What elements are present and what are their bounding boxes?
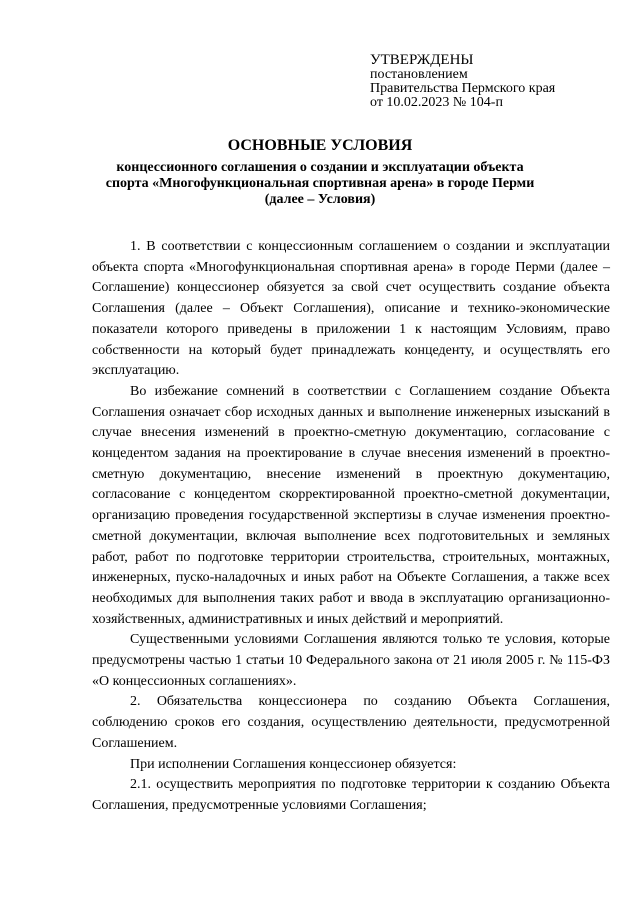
approval-line-1: постановлением: [370, 67, 468, 82]
paragraph-4: 2. Обязательства концессионера по созданию Объекта Соглашения, соблюдению сроков его создания, осуществлению деятельности, предусмотренной Соглашением.: [92, 694, 610, 751]
document-subtitle-line-2: спорта «Многофункциональная спортивная арена» в городе Перми: [105, 176, 535, 191]
approval-stamp: [370, 52, 630, 110]
paragraph-2: Во избежание сомнений в соответствии с Соглашением создание Объекта Соглашения означает сбор исходных данных и выполнение инженерных изысканий в случае внесения изменений в проектно-сметную документацию, согласование с концедентом задания на проектирование в случае внесения изменений в проектно-сметную документацию, внесение изменений в проектную документацию, согласование с концедентом скорректированной проектно-сметной документации, организацию проведения государственной экспертизы в случае изменения проектно-сметной документации, включая выполнение всех подготовительных и земляных работ, работ по подготовке территории строительства, строительных, монтажных, инженерных, пуско-наладочных и иных работ на Объекте Соглашения, а также всех необходимых для выполнения таких работ и ввода в эксплуатацию организационно-хозяйственных, административных и иных действий и мероприятий.: [92, 383, 610, 627]
document-title: ОСНОВНЫЕ УСЛОВИЯ: [227, 137, 413, 154]
paragraph-6: 2.1. осуществить мероприятия по подготовке территории к созданию Объекта Соглашения, предусмотренные условиями Соглашения;: [92, 777, 610, 813]
approval-line-3: от 10.02.2023 № 104-п: [370, 95, 503, 110]
document-body: [92, 237, 610, 817]
approval-line-2: Правительства Пермского края: [370, 81, 556, 96]
paragraph-3: Существенными условиями Соглашения являются только те условия, которые предусмотрены частью 1 статьи 10 Федерального закона от 21 июля 2005 г. № 115-ФЗ «О концессионных соглашениях».: [92, 632, 610, 689]
approval-heading: УТВЕРЖДЕНЫ: [370, 52, 474, 68]
document-subtitle-line-1: концессионного соглашения о создании и эксплуатации объекта: [116, 160, 524, 175]
document-subtitle-line-3: (далее – Условия): [264, 192, 376, 207]
document-title-block: [60, 136, 580, 208]
paragraph-5: При исполнении Соглашения концессионер обязуется:: [130, 756, 457, 772]
paragraph-1: 1. В соответствии с концессионным соглашением о создании и эксплуатации объекта спорта «Многофункциональная спортивная арена» в городе Перми (далее – Соглашение) концессионер обязуется за свой счет осуществить создание объекта Соглашения (далее – Объект Соглашения), описание и технико-экономические показатели которого приведены в приложении 1 к настоящим Условиям, право собственности на который будет принадлежать концеденту, и осуществлять его эксплуатацию.: [92, 239, 610, 379]
